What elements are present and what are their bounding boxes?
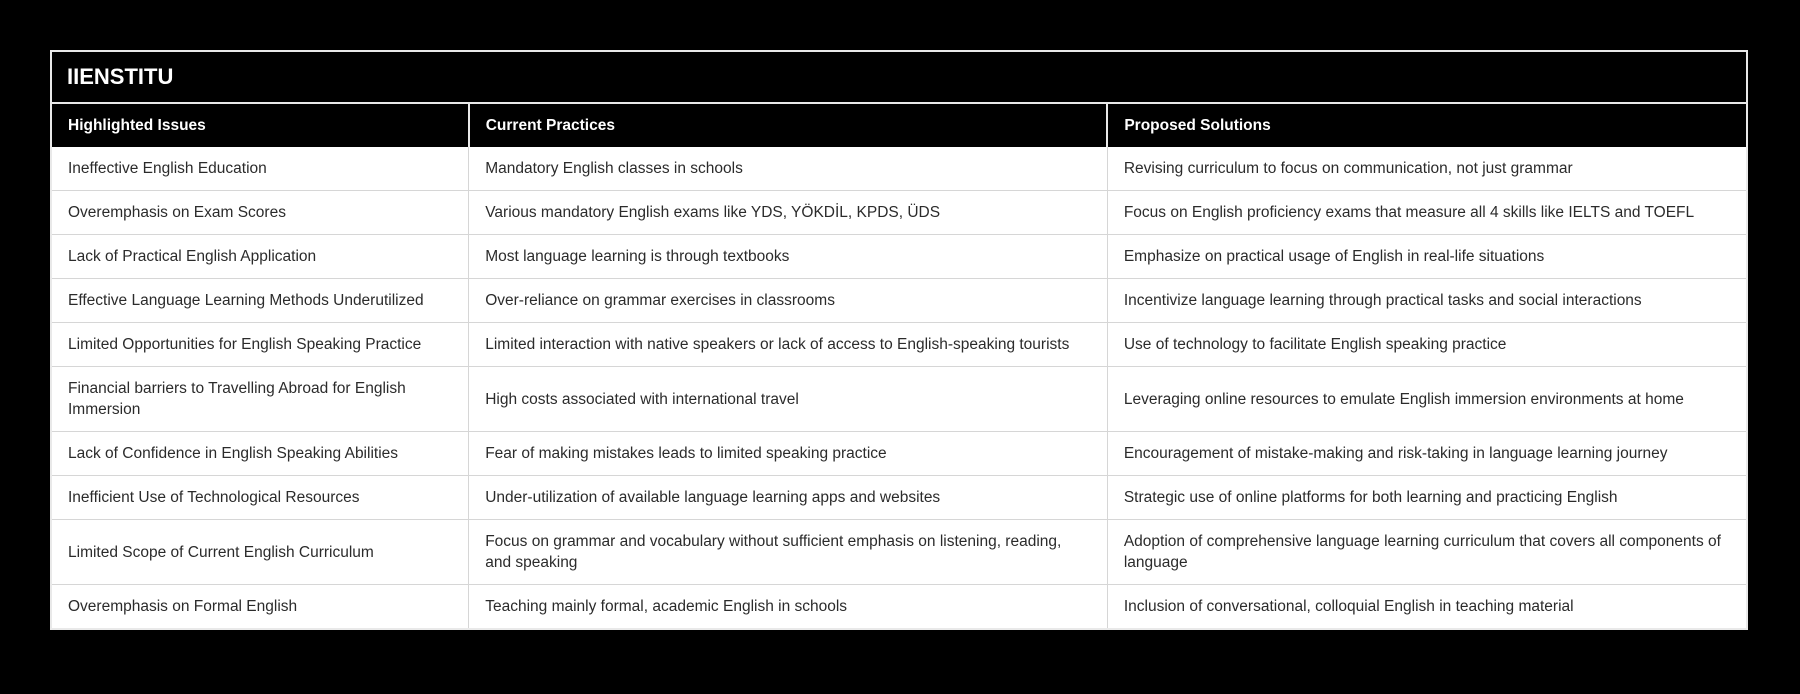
- table-cell: Lack of Confidence in English Speaking Abilities: [52, 432, 469, 476]
- table-cell: Mandatory English classes in schools: [469, 147, 1108, 191]
- column-header: Highlighted Issues: [52, 104, 469, 147]
- table-header: [52, 104, 1746, 147]
- table-cell: Revising curriculum to focus on communication, not just grammar: [1107, 147, 1746, 191]
- table-cell: Strategic use of online platforms for both learning and practicing English: [1107, 476, 1746, 520]
- table-row: [52, 367, 1746, 432]
- table-cell: Encouragement of mistake-making and risk-taking in language learning journey: [1107, 432, 1746, 476]
- table-cell: Leveraging online resources to emulate English immersion environments at home: [1107, 367, 1746, 432]
- table-cell: Inclusion of conversational, colloquial English in teaching material: [1107, 585, 1746, 629]
- table-row: [52, 323, 1746, 367]
- table-cell: Teaching mainly formal, academic English in schools: [469, 585, 1108, 629]
- table-cell: Effective Language Learning Methods Underutilized: [52, 279, 469, 323]
- card-title: IIENSTITU: [52, 52, 1746, 104]
- table-cell: Under-utilization of available language learning apps and websites: [469, 476, 1108, 520]
- column-header: Current Practices: [469, 104, 1108, 147]
- table-cell: Focus on grammar and vocabulary without sufficient emphasis on listening, reading, and speaking: [469, 520, 1108, 585]
- table-cell: Lack of Practical English Application: [52, 235, 469, 279]
- table-cell: Over-reliance on grammar exercises in classrooms: [469, 279, 1108, 323]
- table-row: [52, 279, 1746, 323]
- table-body: [52, 147, 1746, 628]
- table-cell: Financial barriers to Travelling Abroad for English Immersion: [52, 367, 469, 432]
- table-cell: Emphasize on practical usage of English in real-life situations: [1107, 235, 1746, 279]
- table-row: [52, 235, 1746, 279]
- issues-table: [52, 104, 1746, 628]
- table-cell: Ineffective English Education: [52, 147, 469, 191]
- table-cell: Various mandatory English exams like YDS, YÖKDİL, KPDS, ÜDS: [469, 191, 1108, 235]
- table-cell: Adoption of comprehensive language learning curriculum that covers all components of language: [1107, 520, 1746, 585]
- table-row: [52, 585, 1746, 629]
- table-cell: Use of technology to facilitate English speaking practice: [1107, 323, 1746, 367]
- table-row: [52, 191, 1746, 235]
- table-cell: Limited Opportunities for English Speaking Practice: [52, 323, 469, 367]
- table-cell: High costs associated with international travel: [469, 367, 1108, 432]
- issues-table-card: [50, 50, 1748, 630]
- table-header-row: [52, 104, 1746, 147]
- table-cell: Focus on English proficiency exams that measure all 4 skills like IELTS and TOEFL: [1107, 191, 1746, 235]
- column-header: Proposed Solutions: [1107, 104, 1746, 147]
- table-cell: Limited Scope of Current English Curriculum: [52, 520, 469, 585]
- table-row: [52, 432, 1746, 476]
- table-cell: Limited interaction with native speakers or lack of access to English-speaking tourists: [469, 323, 1108, 367]
- table-cell: Overemphasis on Formal English: [52, 585, 469, 629]
- table-cell: Fear of making mistakes leads to limited speaking practice: [469, 432, 1108, 476]
- table-cell: Overemphasis on Exam Scores: [52, 191, 469, 235]
- table-cell: Most language learning is through textbooks: [469, 235, 1108, 279]
- table-cell: Inefficient Use of Technological Resources: [52, 476, 469, 520]
- table-row: [52, 147, 1746, 191]
- table-cell: Incentivize language learning through practical tasks and social interactions: [1107, 279, 1746, 323]
- table-row: [52, 520, 1746, 585]
- table-row: [52, 476, 1746, 520]
